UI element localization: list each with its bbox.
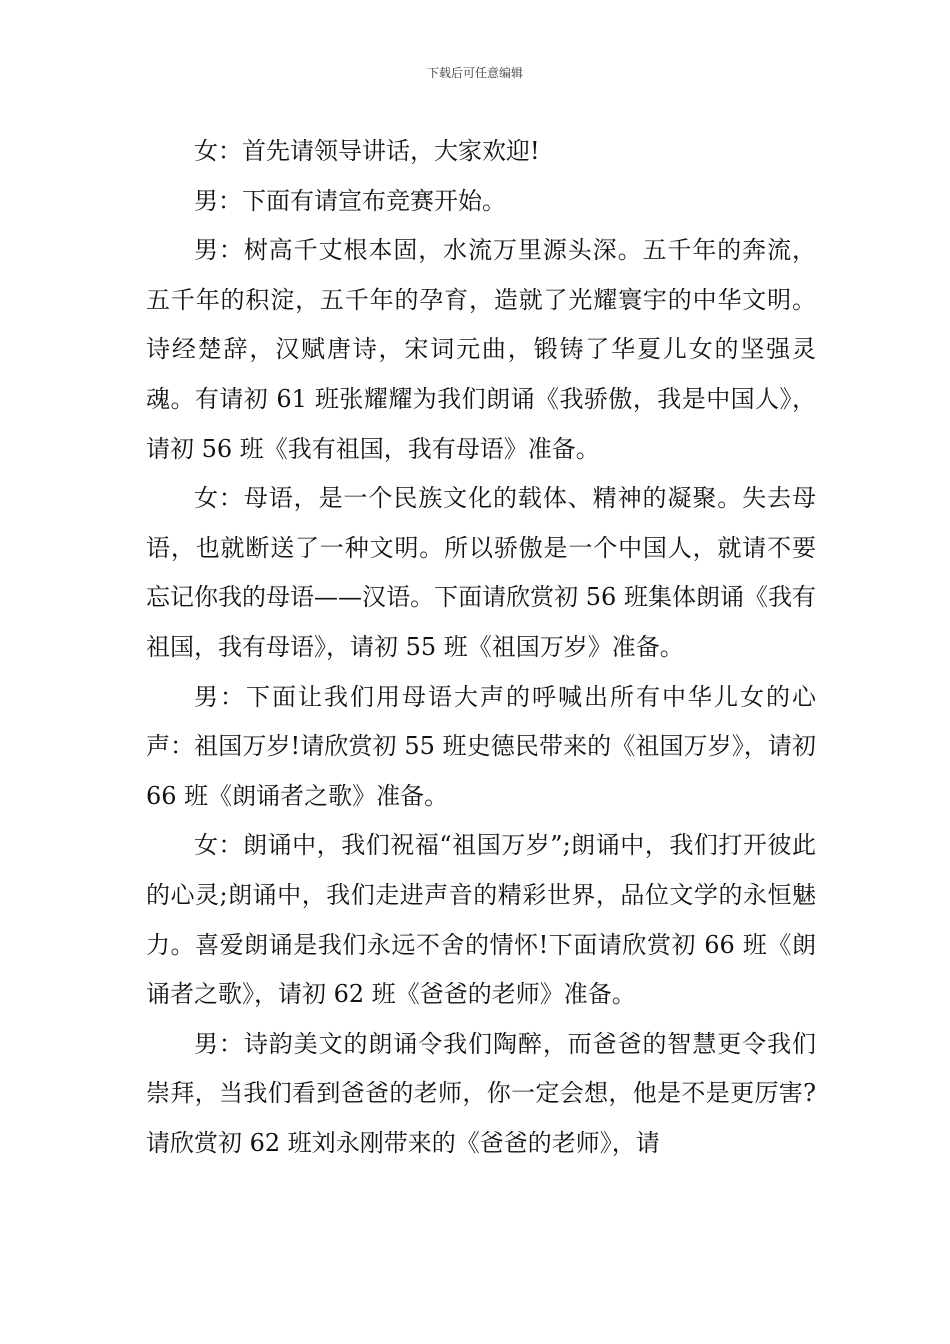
paragraph: 男：下面让我们用母语大声的呼喊出所有中华儿女的心声：祖国万岁!请欣赏初 55 班史德民带来的《祖国万岁》，请初 66 班《朗诵者之歌》准备。 (146, 682, 816, 810)
paragraph: 男：树高千丈根本固，水流万里源头深。五千年的奔流，五千年的积淀，五千年的孕育，造就了光耀寰宇的中华文明。诗经楚辞，汉赋唐诗，宋词元曲，锻铸了华夏儿女的坚强灵魂。有请初 61 班张耀耀为我们朗诵《我骄傲，我是中国人》，请初 56 班《我有祖国，我有母语》准备。 (146, 236, 816, 463)
paragraph: 女：首先请领导讲话，大家欢迎! (194, 137, 540, 165)
paragraph: 女：母语，是一个民族文化的载体、精神的凝聚。失去母语，也就断送了一种文明。所以骄傲是一个中国人，就请不要忘记你我的母语——汉语。下面请欣赏初 56 班集体朗诵《我有祖国，我有母语》，请初 55 班《祖国万岁》准备。 (146, 484, 816, 661)
paragraph: 男：诗韵美文的朗诵令我们陶醉，而爸爸的智慧更令我们崇拜，当我们看到爸爸的老师，你一定会想，他是不是更厉害?请欣赏初 62 班刘永刚带来的《爸爸的老师》，请 (146, 1029, 816, 1157)
document-body (146, 127, 816, 1168)
page-header: 下载后可任意编辑 (426, 66, 523, 80)
paragraph: 女：朗诵中，我们祝福“祖国万岁”;朗诵中，我们打开彼此的心灵;朗诵中，我们走进声音的精彩世界，品位文学的永恒魅力。喜爱朗诵是我们永远不舍的情怀!下面请欣赏初 66 班《朗诵者之歌》，请初 62 班《爸爸的老师》准备。 (146, 831, 816, 1009)
paragraph: 男：下面有请宣布竞赛开始。 (194, 186, 506, 215)
